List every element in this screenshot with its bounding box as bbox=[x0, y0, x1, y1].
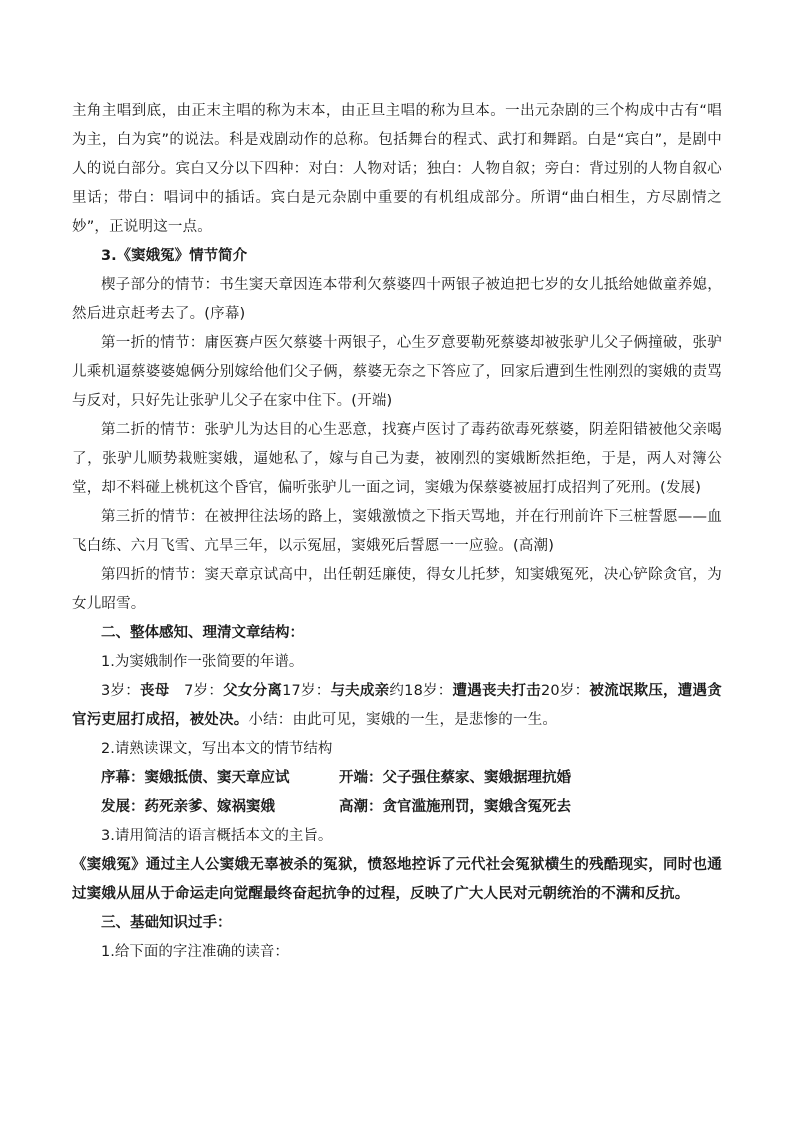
plot-act3: 第三折的情节：在被押往法场的路上，窦娥激愤之下指天骂地，并在行刑前许下三桩誓愿——血飞白练、六月飞雪、亢旱三年，以示冤屈，窦娥死后誓愿一一应验。(高潮) bbox=[72, 509, 722, 554]
structure-prologue: 序幕：窦娥抵债、窦天章应试 bbox=[101, 770, 290, 786]
timeline-event-2: 父女分离 bbox=[223, 683, 283, 699]
structure-opening: 开端：父子强住蔡家、窦娥据理抗婚 bbox=[339, 770, 571, 786]
section2-heading: 二、整体感知、理清文章结构： bbox=[101, 625, 304, 641]
question-1: 1.为窦娥制作一张简要的年谱。 bbox=[101, 654, 304, 670]
section3-heading: 三、基础知识过手： bbox=[101, 915, 232, 931]
plot-act2: 第二折的情节：张驴儿为达目的心生恶意，找赛卢医讨了毒药欲毒死蔡婆，阴差阳错被他父亲喝了，张驴儿顺势栽赃窦娥，逼她私了，嫁与自己为妻，被刚烈的窦娥断然拒绝，于是，两人对簿公堂，却不料碰上桃杌这个昏官，偏听张驴儿一面之词，窦娥为保蔡婆被屈打成招判了死刑。(发展) bbox=[72, 422, 722, 496]
timeline-event-4: 遭遇丧夫打击 bbox=[452, 683, 541, 699]
structure-development: 发展：药死亲爹、嫁祸窦娥 bbox=[101, 799, 275, 815]
timeline-age-1: 3岁： bbox=[101, 683, 140, 699]
timeline-age-2: 7岁： bbox=[184, 683, 224, 699]
theme-answer: 《窦娥冤》通过主人公窦娥无辜被杀的冤狱，愤怒地控诉了元代社会冤狱横生的残酷现实，同时也通过窦娥从屈从于命运走向觉醒最终奋起抗争的过程，反映了广大人民对元朝统治的不满和反抗。 bbox=[72, 857, 722, 902]
timeline-event-5: 被流氓欺压，遭遇贪官污吏屈打成招，被处决。 bbox=[72, 683, 722, 728]
plot-prologue: 楔子部分的情节：书生窦天章因连本带利欠蔡婆四十两银子被迫把七岁的女儿抵给她做童养媳，然后进京赶考去了。(序幕) bbox=[72, 277, 722, 322]
timeline-age-4: 约18岁： bbox=[389, 683, 453, 699]
structure-row-2 bbox=[72, 793, 722, 822]
timeline-paragraph bbox=[72, 677, 722, 735]
timeline-event-3: 与夫成亲 bbox=[330, 683, 390, 699]
structure-climax: 高潮：贪官滥施刑罚，窦娥含冤死去 bbox=[339, 799, 571, 815]
section3-question-1: 1.给下面的字注准确的读音： bbox=[101, 944, 289, 960]
plot-heading: 3.《窦娥冤》情节简介 bbox=[101, 248, 248, 264]
document-content bbox=[72, 97, 722, 967]
structure-row-1 bbox=[72, 764, 722, 793]
plot-act4: 第四折的情节：窦天章京试高中，出任朝廷廉使，得女儿托梦，知窦娥冤死，决心铲除贪官，为女儿昭雪。 bbox=[72, 567, 722, 612]
question-2: 2.请熟读课文，写出本文的情节结构 bbox=[101, 741, 333, 757]
timeline-event-1: 丧母 bbox=[139, 683, 170, 699]
timeline-age-3: 17岁： bbox=[282, 683, 331, 699]
timeline-summary: 小结：由此可见，窦娥的一生，是悲惨的一生。 bbox=[248, 712, 558, 728]
plot-act1: 第一折的情节：庸医赛卢医欠蔡婆十两银子，心生歹意要勒死蔡婆却被张驴儿父子俩撞破，张驴儿乘机逼蔡婆婆媳俩分别嫁给他们父子俩，蔡婆无奈之下答应了，回家后遭到生性刚烈的窦娥的责骂与反对，只好先让张驴儿父子在家中住下。(开端) bbox=[72, 335, 722, 409]
question-3: 3.请用简洁的语言概括本文的主旨。 bbox=[101, 828, 333, 844]
intro-paragraph: 主角主唱到底，由正末主唱的称为末本，由正旦主唱的称为旦本。一出元杂剧的三个构成中古有“唱为主，白为宾”的说法。科是戏剧动作的总称。包括舞台的程式、武打和舞蹈。白是“宾白”，是剧中人的说白部分。宾白又分以下四种：对白：人物对话；独白：人物自叙；旁白：背过别的人物自叙心里话；带白：唱词中的插话。宾白是元杂剧中重要的有机组成部分。所谓“曲白相生，方尽剧情之妙”，正说明这一点。 bbox=[72, 103, 722, 235]
timeline-age-5: 20岁： bbox=[540, 683, 590, 699]
